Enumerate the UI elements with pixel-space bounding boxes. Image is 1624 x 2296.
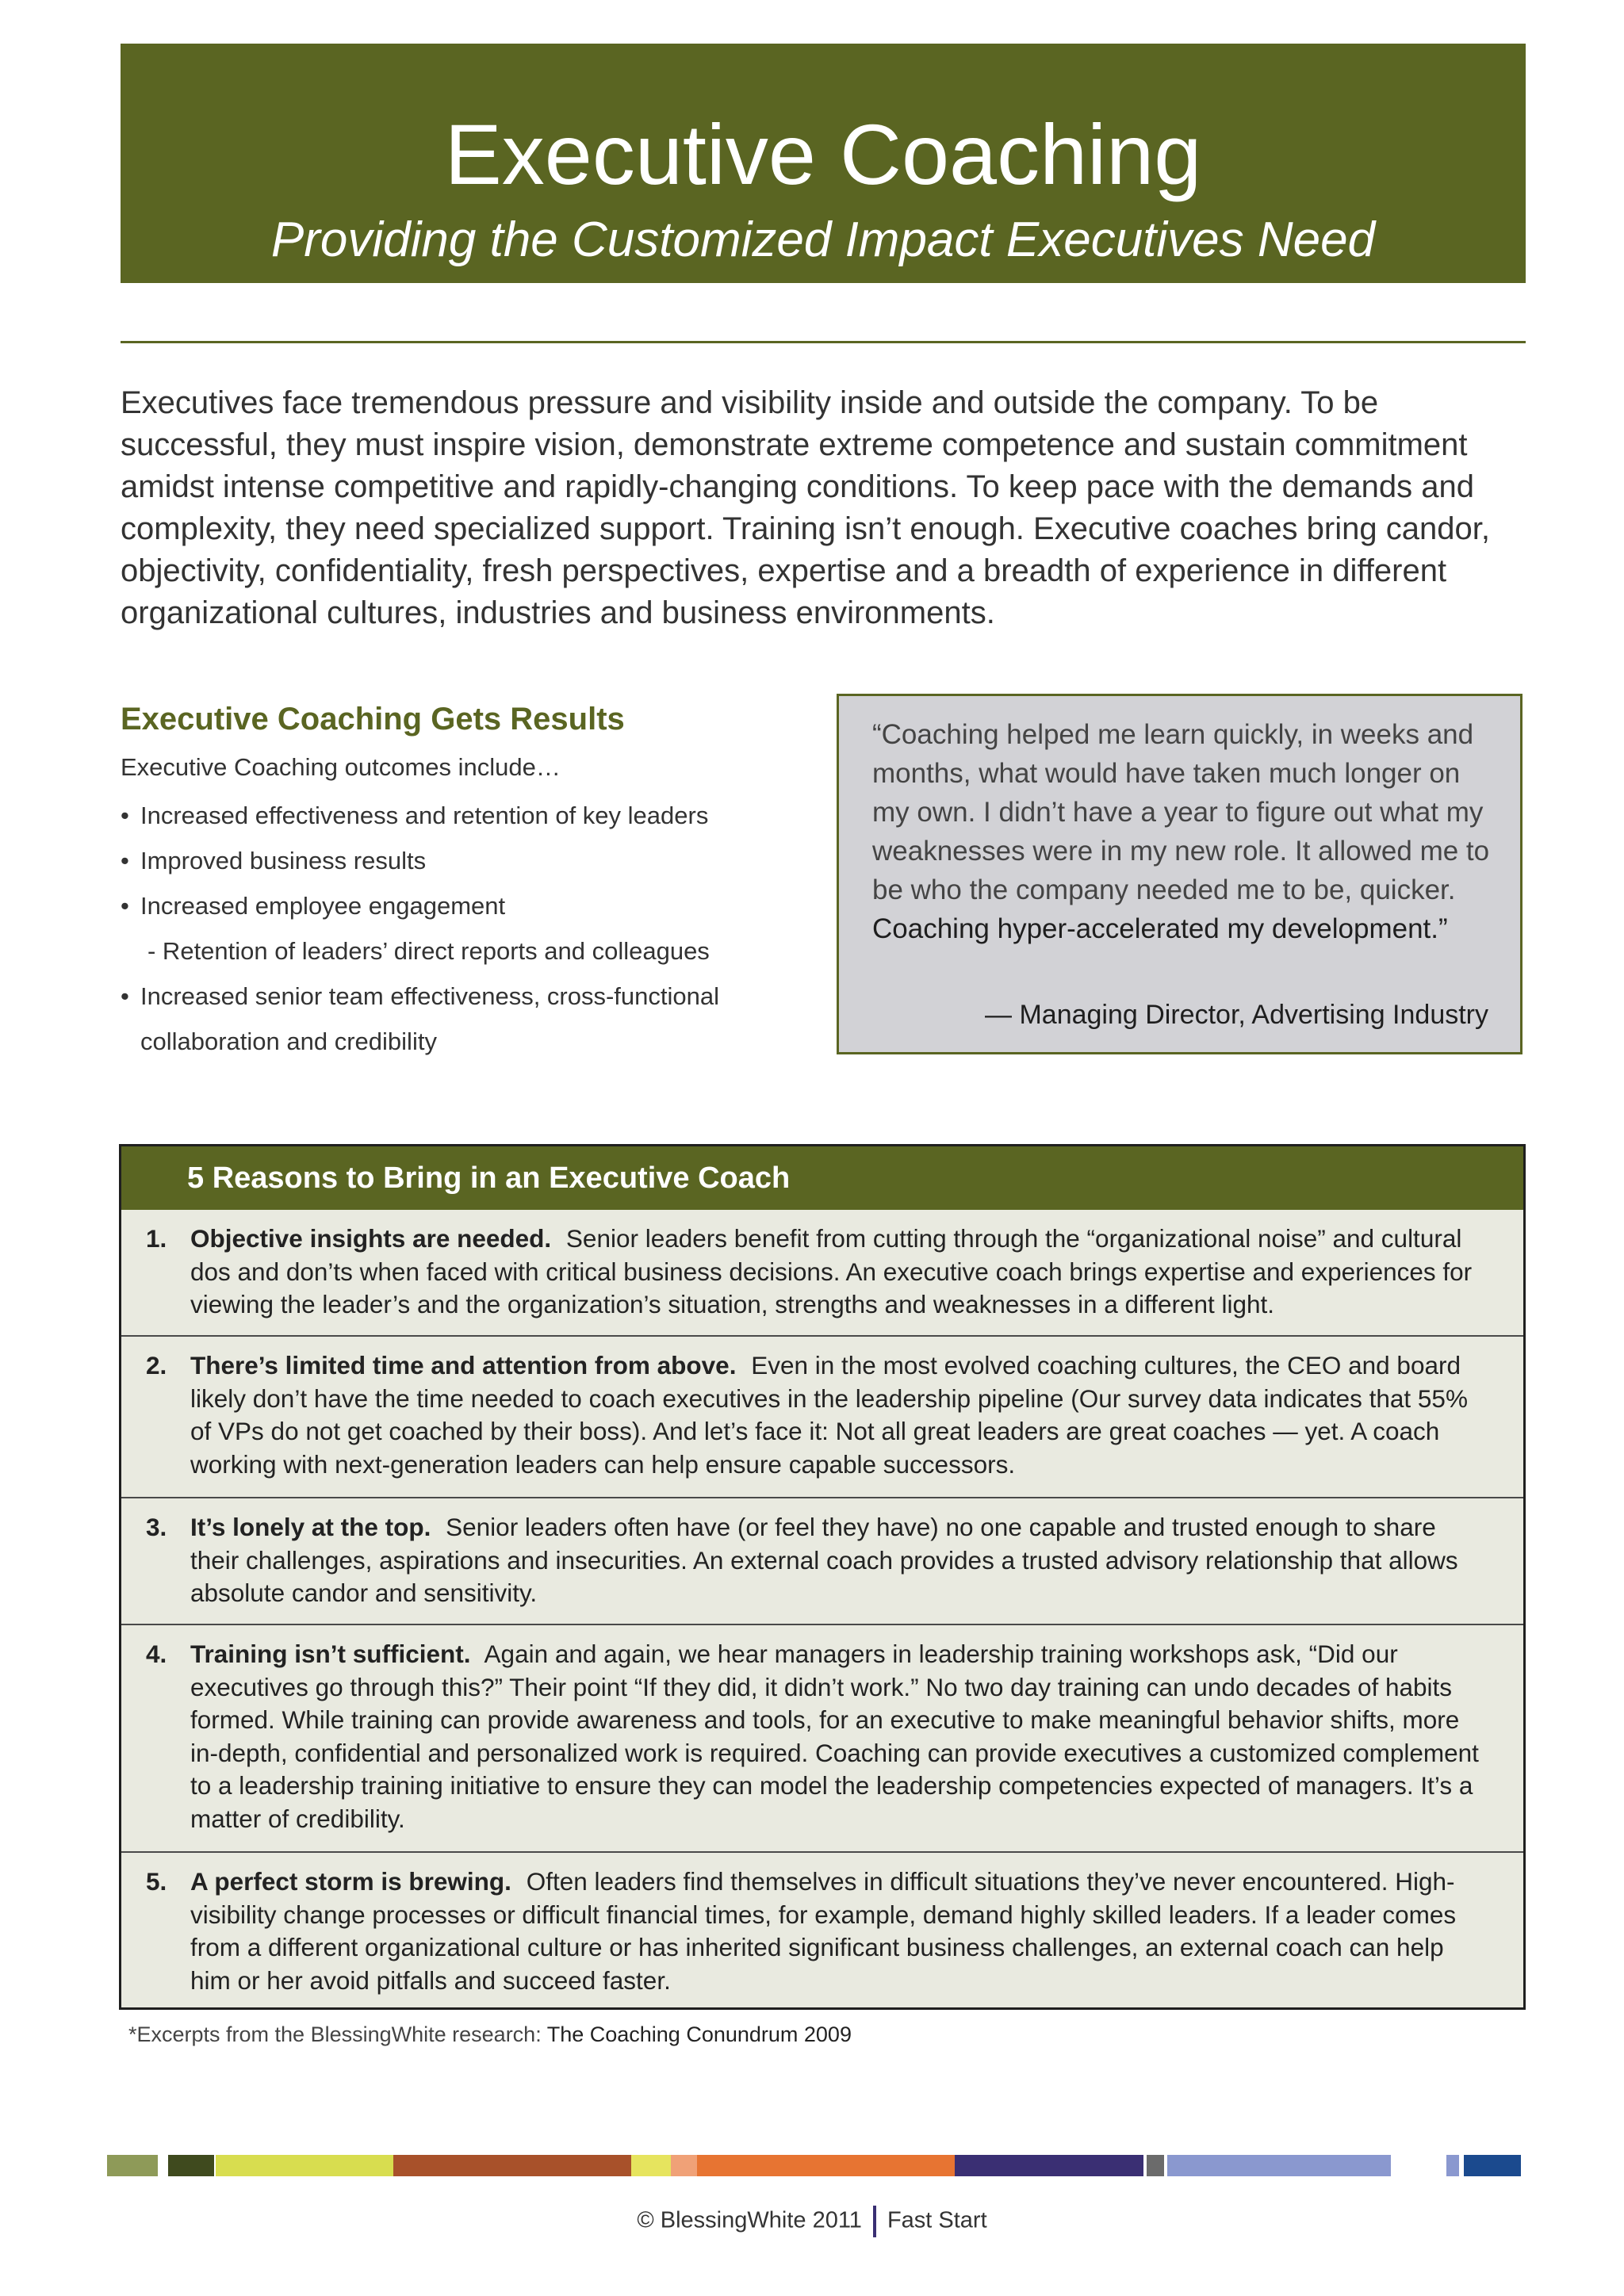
color-bar-segment xyxy=(1446,2155,1459,2176)
reason-row xyxy=(121,1624,1523,1851)
quote-text: “Coaching helped me learn quickly, in weeks and months, what would have taken much longer on my own. I didn’t have a year to figure out what my weaknesses were in my new role. It allowed me to be who the company needed me to be, quicker. xyxy=(872,719,1490,905)
intro-paragraph: Executives face tremendous pressure and visibility inside and outside the company. To be successful, they must inspire vision, demonstrate extreme competence and sustain commitment amidst intense competitive and rapidly-changing conditions. To keep pace with the demands and complexity, they need specialized support. Training isn’t enough. Executive coaches bring candor, objectivity, confidentiality, fresh perspectives, expertise and a breadth of experience in different organizational cultures, industries and business environments. xyxy=(121,385,1490,630)
results-subheading: Executive Coaching outcomes include… xyxy=(121,753,561,781)
reason-body: Senior leaders often have (or feel they have) no one capable and trusted enough to share their challenges, aspirations and insecurities. An external coach provides a trusted advisory relationship that allows absolute candor and sensitivity. xyxy=(190,1513,1458,1607)
list-item: • Increased effectiveness and retention of key leaders xyxy=(121,793,818,838)
list-item: • Increased employee engagement xyxy=(121,883,818,928)
footnote-prefix: *Excerpts from the BlessingWhite research: xyxy=(128,2022,542,2046)
reason-lead: A perfect storm is brewing. xyxy=(190,1867,511,1896)
page-subtitle: Providing the Customized Impact Executives Need xyxy=(270,212,1376,267)
color-bar-segment xyxy=(1167,2155,1391,2176)
list-item: • Increased senior team effectiveness, cross-functional xyxy=(121,974,818,1019)
reason-lead: There’s limited time and attention from above. xyxy=(190,1351,737,1380)
reasons-heading: 5 Reasons to Bring in an Executive Coach xyxy=(121,1146,1523,1210)
reasons-table xyxy=(119,1144,1526,2010)
testimonial-quote xyxy=(872,715,1499,948)
page-title: Executive Coaching xyxy=(444,106,1202,202)
reason-text xyxy=(190,1638,1483,1835)
outcomes-list xyxy=(121,793,818,1064)
reason-text xyxy=(190,1511,1483,1610)
footer xyxy=(0,2206,1624,2237)
reason-number: 2. xyxy=(146,1351,167,1380)
reason-lead: Objective insights are needed. xyxy=(190,1224,552,1253)
color-bar-segment xyxy=(168,2155,214,2176)
reason-body: Often leaders find themselves in difficult situations they’ve never encountered. High-visibility change processes or difficult financial times, for example, demand highly skilled leaders. If a leader comes from a different organizational culture or has inherited significant business challenges, an external coach can help him or her avoid pitfalls and succeed faster. xyxy=(190,1867,1457,1995)
reason-row xyxy=(121,1851,1523,2012)
color-bar-segment xyxy=(216,2155,393,2176)
reason-body: Again and again, we hear managers in leadership training workshops ask, “Did our executives go through this?” Their point “If they did, it didn’t work.” No two day training can undo decades of habits formed. While training can provide awareness and tools, for an executive to make meaningful behavior shifts, more in-depth, confidential and personalized work is required. Coaching can provide executives a customized complement to a leadership training initiative to ensure they can model the leadership competencies expected of managers. It’s a matter of credibility. xyxy=(190,1640,1479,1833)
color-bar-segment xyxy=(1147,2155,1164,2176)
footer-label: Fast Start xyxy=(887,2207,987,2233)
color-bar-segment xyxy=(697,2155,955,2176)
footnote-publication: The Coaching Conundrum 2009 xyxy=(546,2022,852,2046)
reason-body: Senior leaders benefit from cutting through the “organizational noise” and cultural dos and don’ts when faced with critical business decisions. An executive coach brings expertise and experiences for viewing the leader’s and the organization’s situation, strengths and weaknesses in a different light. xyxy=(190,1224,1473,1318)
reason-row xyxy=(121,1335,1523,1497)
reason-body: Even in the most evolved coaching cultures, the CEO and board likely don’t have the time needed to coach executives in the leadership pipeline (Our survey data indicates that 55% of VPs do not get coached by their boss). And let’s face it: Not all great leaders are great coaches — yet. A coach working with next-generation leaders can help ensure capable successors. xyxy=(190,1351,1468,1479)
reason-number: 3. xyxy=(146,1513,167,1541)
color-bar-segment xyxy=(955,2155,1143,2176)
reason-row xyxy=(121,1210,1523,1335)
testimonial-attribution: — Managing Director, Advertising Industry xyxy=(985,1000,1488,1030)
footnote xyxy=(128,2020,852,2049)
results-heading: Executive Coaching Gets Results xyxy=(121,702,625,737)
list-subitem: - Retention of leaders’ direct reports and colleagues xyxy=(147,937,710,965)
color-bar-segment xyxy=(631,2155,671,2176)
color-bar-segment xyxy=(107,2155,158,2176)
reason-number: 5. xyxy=(146,1867,167,1896)
reason-text xyxy=(190,1349,1483,1481)
list-item: • Improved business results xyxy=(121,838,818,883)
divider xyxy=(121,341,1526,343)
color-bar-segment xyxy=(671,2155,697,2176)
reason-number: 4. xyxy=(146,1640,167,1668)
footer-copyright: © BlessingWhite 2011 xyxy=(637,2207,862,2233)
reason-row xyxy=(121,1497,1523,1624)
quote-emphasis: Coaching hyper-accelerated my development.” xyxy=(872,913,1448,944)
footer-separator xyxy=(873,2206,876,2237)
reason-lead: Training isn’t sufficient. xyxy=(190,1640,471,1668)
testimonial-box xyxy=(837,694,1522,1054)
header-banner xyxy=(121,44,1526,283)
color-bar-segment xyxy=(1464,2155,1521,2176)
reason-lead: It’s lonely at the top. xyxy=(190,1513,431,1541)
list-item-continuation: collaboration and credibility xyxy=(140,1027,437,1055)
reason-text xyxy=(190,1866,1483,1997)
reason-text xyxy=(190,1223,1483,1322)
color-bar-segment xyxy=(393,2155,631,2176)
reason-number: 1. xyxy=(146,1224,167,1253)
